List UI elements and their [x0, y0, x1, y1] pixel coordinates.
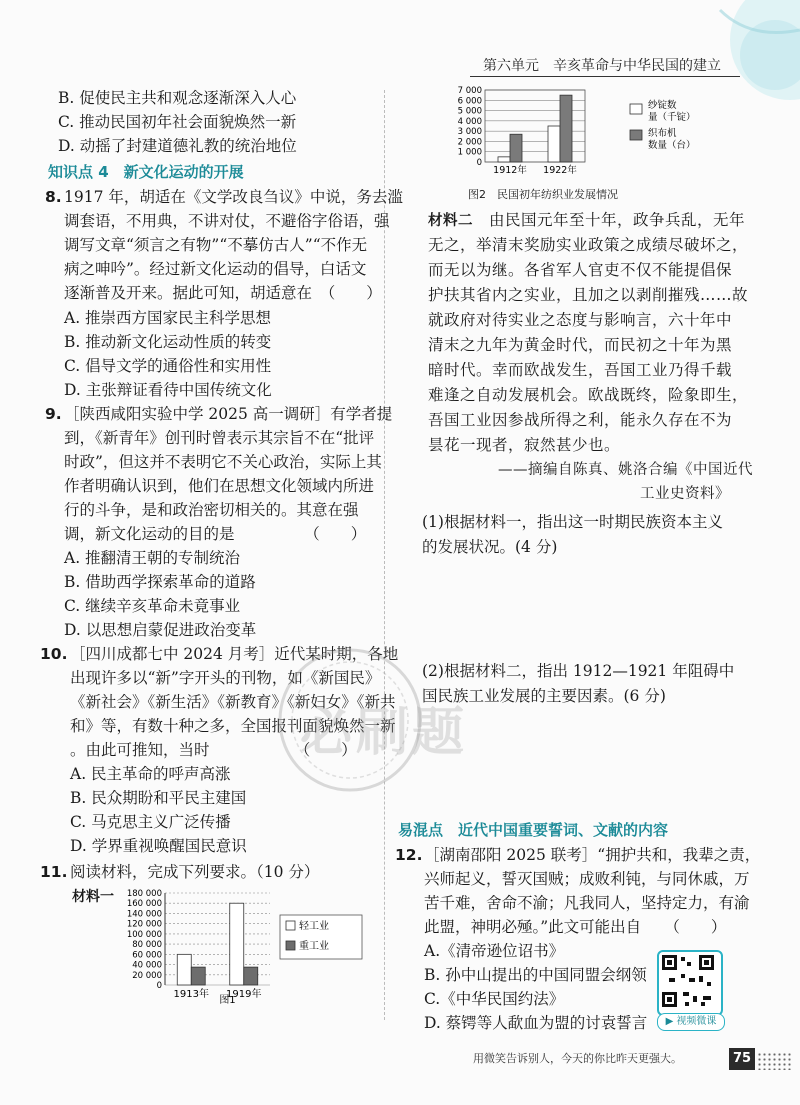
page-number: 75 — [729, 1048, 755, 1070]
legend-label: 重工业 — [299, 941, 329, 952]
x-tick-label: 1922年 — [543, 165, 577, 176]
q9-line: 调，新文化运动的目的是 （ ） — [64, 525, 367, 543]
figure-2-chart — [440, 82, 730, 182]
q9-number: 9. — [45, 405, 62, 423]
q12-option-b: B. 孙中山提出的中国同盟会纲领 — [424, 966, 647, 984]
y-tick-label: 60 000 — [132, 950, 162, 961]
y-tick-label: 0 — [476, 158, 482, 168]
q10-option-d: D. 学界重视唤醒国民意识 — [70, 837, 247, 855]
q10-option-c: C. 马克思主义广泛传播 — [70, 813, 231, 831]
q8-line: 病之呻吟”。经过新文化运动的倡导，白话文 — [64, 260, 367, 278]
q12-line: 兴师起义，誓灭国贼；成败利钝，与同休戚，万 — [424, 870, 750, 888]
legend-label: 量（千锭） — [648, 112, 696, 123]
subquestion-2: (2)根据材料二，指出 1912—1921 年阻碍中 — [422, 662, 735, 680]
q8-line: 调写文章“须言之有物”“不摹仿古人”“不作无 — [64, 236, 368, 254]
legend-label: 数量（台） — [648, 140, 696, 151]
unit-header: 第六单元 辛亥革命与中华民国的建立 — [483, 58, 721, 74]
y-tick-label: 1 000 — [457, 147, 482, 158]
figure-2-caption: 图2 民国初年纺织业发展情况 — [468, 188, 618, 201]
q8-number: 8. — [45, 188, 62, 206]
material-2-line: 而无以为继。各省军人官吏不仅不能提倡保 — [428, 261, 733, 279]
bar — [177, 954, 191, 985]
material-1-label: 材料一 — [72, 889, 114, 905]
q9-line: 作者明确认识到，他们在思想文化领域内所进 — [64, 477, 375, 495]
q9-option-a: A. 推翻清王朝的专制统治 — [64, 549, 241, 567]
q8-option-d: D. 主张辩证看待中国传统文化 — [64, 381, 272, 399]
prev-option-b: B. 促使民主共和观念逐渐深入人心 — [58, 89, 297, 107]
video-lesson-text: 视频微课 — [676, 1016, 717, 1027]
material-2-line: 无之，举清末奖励实业政策之成绩尽破坏之， — [428, 236, 749, 254]
y-tick-label: 40 000 — [132, 960, 162, 971]
header-rule — [470, 76, 740, 77]
q9-option-d: D. 以思想启蒙促进政治变革 — [64, 621, 257, 639]
y-tick-label: 5 000 — [457, 106, 482, 117]
y-tick-label: 7 000 — [457, 86, 482, 96]
q10-line: 。由此可推知，当时 （ ） — [70, 741, 357, 759]
legend-swatch — [286, 941, 295, 950]
bar — [244, 967, 258, 985]
y-tick-label: 2 000 — [457, 137, 482, 148]
legend-swatch — [630, 130, 642, 140]
q12-line: 苦千难，舍命不渝；凡我同人，坚持定力，有渝 — [424, 894, 750, 912]
material-2-line: 昙花一现者，寂然甚少也。 — [428, 436, 621, 454]
figure-1-caption: 图1 — [219, 995, 236, 1005]
subquestion-1: (1)根据材料一，指出这一时期民族资本主义 — [422, 513, 723, 531]
q9-option-c: C. 继续辛亥革命未竟事业 — [64, 597, 241, 615]
y-tick-label: 0 — [156, 981, 162, 991]
legend-label: 纱锭数 — [648, 100, 677, 111]
bar — [560, 95, 572, 162]
bar — [510, 134, 522, 162]
q10-line: ［四川成都七中 2024 月考］近代某时期，各地 — [70, 645, 399, 663]
footer-dot-pattern — [757, 1052, 793, 1070]
material-2-line: 就政府对待实业之态度与影响言，六十年中 — [428, 311, 733, 329]
q11-prompt: 阅读材料，完成下列要求。（10 分） — [70, 863, 320, 881]
q9-line: 行的斗争，是和政治密切相关的。其意在强 — [64, 501, 359, 519]
subquestion-1: 的发展状况。(4 分) — [422, 538, 558, 556]
q9-option-b: B. 借助西学探索革命的道路 — [64, 573, 256, 591]
prev-option-c: C. 推动民国初年社会面貌焕然一新 — [58, 113, 297, 131]
material-2-source: 工业史资料》 — [640, 486, 730, 502]
y-tick-label: 4 000 — [457, 116, 482, 127]
knowledge-point-4-title: 知识点 4 新文化运动的开展 — [48, 163, 244, 181]
q10-line: 和》等，有数十种之多，全国报刊面貌焕然一新 — [70, 717, 396, 735]
footer-motto: 用微笑告诉别人，今天的你比昨天更强大。 — [473, 1052, 682, 1065]
q10-option-b: B. 民众期盼和平民主建国 — [70, 789, 247, 807]
q8-line: 逐渐普及开来。据此可知，胡适意在 （ ） — [64, 284, 382, 302]
x-tick-label: 1913年 — [173, 989, 209, 1000]
y-tick-label: 6 000 — [457, 96, 482, 107]
material-2-line: 由民国元年至十年，政争兵乱，无年 — [489, 211, 746, 229]
bar — [230, 903, 244, 985]
legend-label: 织布机 — [648, 128, 677, 139]
q12-line: ［湖南邵阳 2025 联考］“拥护共和，我辈之责， — [424, 846, 761, 864]
bar — [498, 157, 510, 162]
bar — [548, 126, 560, 162]
bar — [191, 967, 205, 985]
q12-number: 12. — [395, 846, 423, 864]
y-tick-label: 180 000 — [126, 889, 162, 899]
y-tick-label: 100 000 — [126, 929, 162, 940]
q9-line: 到，《新青年》创刊时曾表示其宗旨不在“批评 — [64, 429, 375, 447]
q8-line: 1917 年，胡适在《文学改良刍议》中说，务去滥 — [64, 188, 403, 206]
q10-option-a: A. 民主革命的呼声高涨 — [70, 765, 231, 783]
q9-line: ［陕西咸阳实验中学 2025 高一调研］有学者提 — [64, 405, 393, 423]
y-tick-label: 3 000 — [457, 127, 482, 138]
legend-swatch — [286, 921, 295, 930]
q10-line: 《新社会》《新生活》《新教育》《新妇女》《新共 — [70, 693, 396, 711]
x-tick-label: 1912年 — [493, 165, 527, 176]
q10-number: 10. — [40, 645, 68, 663]
material-2-label: 材料二 — [428, 213, 473, 229]
material-2-line: 暗时代。幸而欧战发生，吾国工业乃得千载 — [428, 361, 733, 379]
y-tick-label: 120 000 — [126, 919, 162, 930]
qr-code-pattern — [659, 952, 717, 1010]
material-2-line: 护扶其省内之实业，且加之以剥削摧残……故 — [428, 286, 749, 304]
qr-code-image[interactable] — [657, 950, 723, 1016]
q12-option-a: A.《清帝逊位诏书》 — [424, 942, 565, 960]
watermark-text: 必刷题 — [300, 703, 469, 763]
q12-option-c: C.《中华民国约法》 — [424, 990, 565, 1008]
q8-option-a: A. 推崇西方国家民主科学思想 — [64, 309, 272, 327]
q12-option-d: D. 蔡锷等人歃血为盟的讨袁誓言 — [424, 1014, 648, 1032]
figure-1-chart — [110, 885, 370, 1005]
legend-label: 轻工业 — [299, 921, 329, 932]
y-tick-label: 160 000 — [126, 899, 162, 910]
q12-line: 此盟，神明必殛。”此文可能出自 （ ） — [424, 918, 727, 936]
video-lesson-label[interactable]: ▶ 视频微课 — [657, 1013, 725, 1031]
legend-swatch — [630, 104, 642, 114]
q8-option-c: C. 倡导文学的通俗性和实用性 — [64, 357, 272, 375]
material-2-line: 清末之九年为黄金时代，而民初之十年为黑 — [428, 336, 733, 354]
y-tick-label: 140 000 — [126, 909, 162, 920]
q9-line: 时政”，但这并不表明它不关心政治，实际上其 — [64, 453, 382, 471]
y-tick-label: 20 000 — [132, 970, 162, 981]
material-2-line: 吾国工业因参战所得之利，能永久存在不为 — [428, 411, 733, 429]
x-tick-label: 1919年 — [226, 989, 262, 1000]
y-tick-label: 80 000 — [132, 940, 162, 951]
q8-line: 调套语，不用典，不讲对仗，不避俗字俗语，强 — [64, 212, 390, 230]
material-2-line: 难逢之自动发展机会。欧战既终，险象即生， — [428, 386, 749, 404]
q10-line: 出现许多以“新”字开头的刊物，如《新国民》 — [70, 669, 381, 687]
subquestion-2: 国民族工业发展的主要因素。(6 分) — [422, 687, 666, 705]
prev-option-d: D. 动摇了封建道德礼教的统治地位 — [58, 137, 297, 155]
confusion-point-title: 易混点 近代中国重要誓词、文献的内容 — [398, 821, 669, 839]
q8-option-b: B. 推动新文化运动性质的转变 — [64, 333, 272, 351]
q11-number: 11. — [40, 863, 68, 881]
material-2-source: ——摘编自陈真、姚洛合编《中国近代 — [498, 462, 753, 478]
